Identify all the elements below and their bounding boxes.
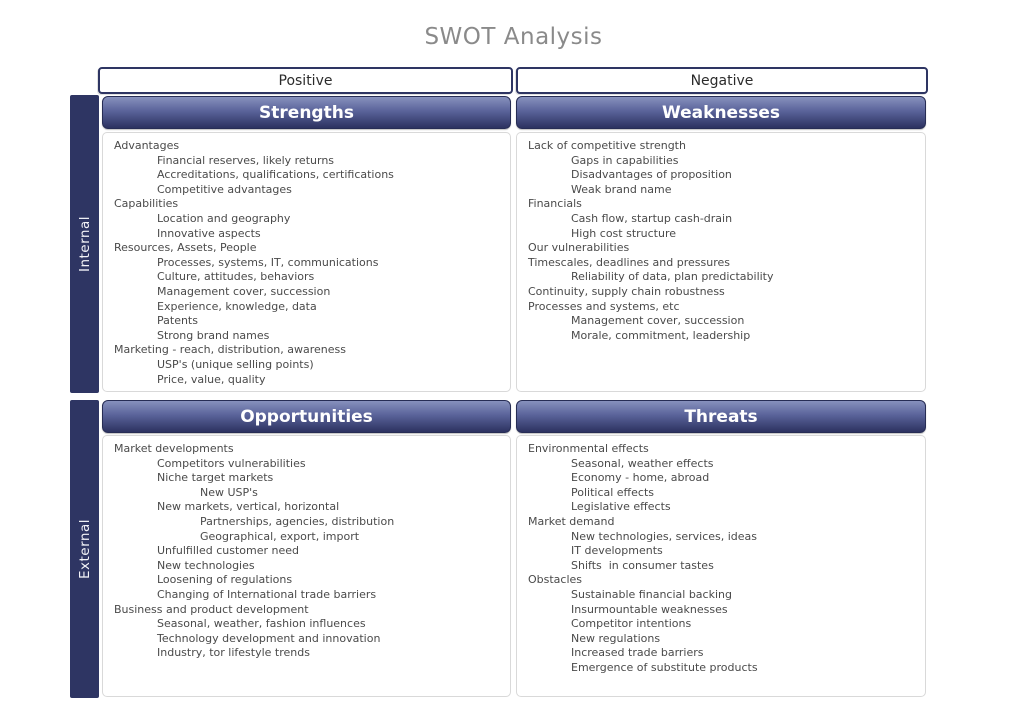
list-item: Morale, commitment, leadership xyxy=(571,328,751,342)
opportunities-title: Opportunities xyxy=(240,406,373,427)
list-item: High cost structure xyxy=(571,226,677,240)
list-item: Gaps in capabilities xyxy=(571,153,679,167)
list-item: Competitive advantages xyxy=(157,182,292,196)
weaknesses-title: Weaknesses xyxy=(662,102,780,123)
list-item: Unfulfilled customer need xyxy=(157,544,299,558)
positive-column-label: Positive xyxy=(278,72,333,89)
list-item: New regulations xyxy=(571,631,661,645)
list-item: Our vulnerabilities xyxy=(528,241,630,255)
opportunities-list xyxy=(102,435,511,697)
negative-column-header xyxy=(516,67,928,94)
list-item: Disadvantages of proposition xyxy=(571,168,732,182)
list-item: Insurmountable weaknesses xyxy=(571,602,728,616)
opportunities-header xyxy=(102,400,511,433)
list-item: Processes and systems, etc xyxy=(528,299,680,313)
list-item: Competitor intentions xyxy=(571,617,692,631)
list-item: Market demand xyxy=(528,514,615,528)
list-item: Emergence of substitute products xyxy=(571,660,758,674)
list-item: New USP's xyxy=(200,485,258,499)
list-item: Business and product development xyxy=(114,602,309,616)
list-item: New technologies xyxy=(157,558,255,572)
internal-row-label xyxy=(70,95,99,393)
page-title: SWOT Analysis xyxy=(424,24,603,50)
list-item: Economy - home, abroad xyxy=(571,471,710,485)
list-item: Financials xyxy=(528,197,582,211)
list-item: Timescales, deadlines and pressures xyxy=(528,255,730,269)
list-item: Obstacles xyxy=(528,573,583,587)
list-item: Culture, attitudes, behaviors xyxy=(157,270,315,284)
list-item: Legislative effects xyxy=(571,500,671,514)
list-item: Changing of International trade barriers xyxy=(157,587,377,601)
list-item: Weak brand name xyxy=(571,182,672,196)
list-item: Management cover, succession xyxy=(157,284,331,298)
external-row-text: External xyxy=(76,518,93,579)
list-item: Loosening of regulations xyxy=(157,573,293,587)
threats-list xyxy=(516,435,926,697)
list-item: Niche target markets xyxy=(157,471,274,485)
strengths-header xyxy=(102,96,511,129)
list-item: Experience, knowledge, data xyxy=(157,299,317,313)
list-item: Patents xyxy=(157,314,198,328)
list-item: Location and geography xyxy=(157,211,291,225)
list-item: Continuity, supply chain robustness xyxy=(528,284,725,298)
list-item: Resources, Assets, People xyxy=(114,241,257,255)
strengths-title: Strengths xyxy=(259,102,354,123)
list-item: Capabilities xyxy=(114,197,179,211)
list-item: Reliability of data, plan predictability xyxy=(571,270,774,284)
list-item: New markets, vertical, horizontal xyxy=(157,500,340,514)
list-item: Market developments xyxy=(114,442,234,455)
list-item: Sustainable financial backing xyxy=(571,587,732,601)
list-item: IT developments xyxy=(571,544,663,558)
weaknesses-header xyxy=(516,96,926,129)
list-item: Advantages xyxy=(114,139,180,152)
list-item: Price, value, quality xyxy=(157,372,266,386)
list-item: Marketing - reach, distribution, awareness xyxy=(114,343,346,357)
internal-row-text: Internal xyxy=(76,215,93,273)
strengths-list xyxy=(102,132,511,392)
positive-column-header xyxy=(98,67,513,94)
list-item: Accreditations, qualifications, certifications xyxy=(157,168,394,182)
list-item: Political effects xyxy=(571,485,654,499)
list-item: Strong brand names xyxy=(157,328,270,342)
list-item: Increased trade barriers xyxy=(571,646,704,660)
threats-title: Threats xyxy=(684,406,758,427)
list-item: USP's (unique selling points) xyxy=(157,357,314,371)
external-row-label xyxy=(70,400,99,698)
list-item: Processes, systems, IT, communications xyxy=(157,255,379,269)
list-item: Industry, tor lifestyle trends xyxy=(157,646,310,660)
list-item: Partnerships, agencies, distribution xyxy=(200,514,395,528)
list-item: Competitors vulnerabilities xyxy=(157,456,306,470)
list-item: Geographical, export, import xyxy=(200,529,360,543)
list-item: Management cover, succession xyxy=(571,314,745,328)
list-item: Financial reserves, likely returns xyxy=(157,153,335,167)
list-item: Lack of competitive strength xyxy=(528,139,686,152)
list-item: Seasonal, weather effects xyxy=(571,456,714,470)
list-item: Seasonal, weather, fashion influences xyxy=(157,617,366,631)
threats-header xyxy=(516,400,926,433)
list-item: Technology development and innovation xyxy=(157,631,381,645)
list-item: Shifts in consumer tastes xyxy=(571,558,714,572)
weaknesses-list xyxy=(516,132,926,392)
list-item: Environmental effects xyxy=(528,442,649,455)
list-item: Innovative aspects xyxy=(157,226,261,240)
list-item: Cash flow, startup cash-drain xyxy=(571,211,733,225)
list-item: New technologies, services, ideas xyxy=(571,529,758,543)
negative-column-label: Negative xyxy=(690,72,754,89)
